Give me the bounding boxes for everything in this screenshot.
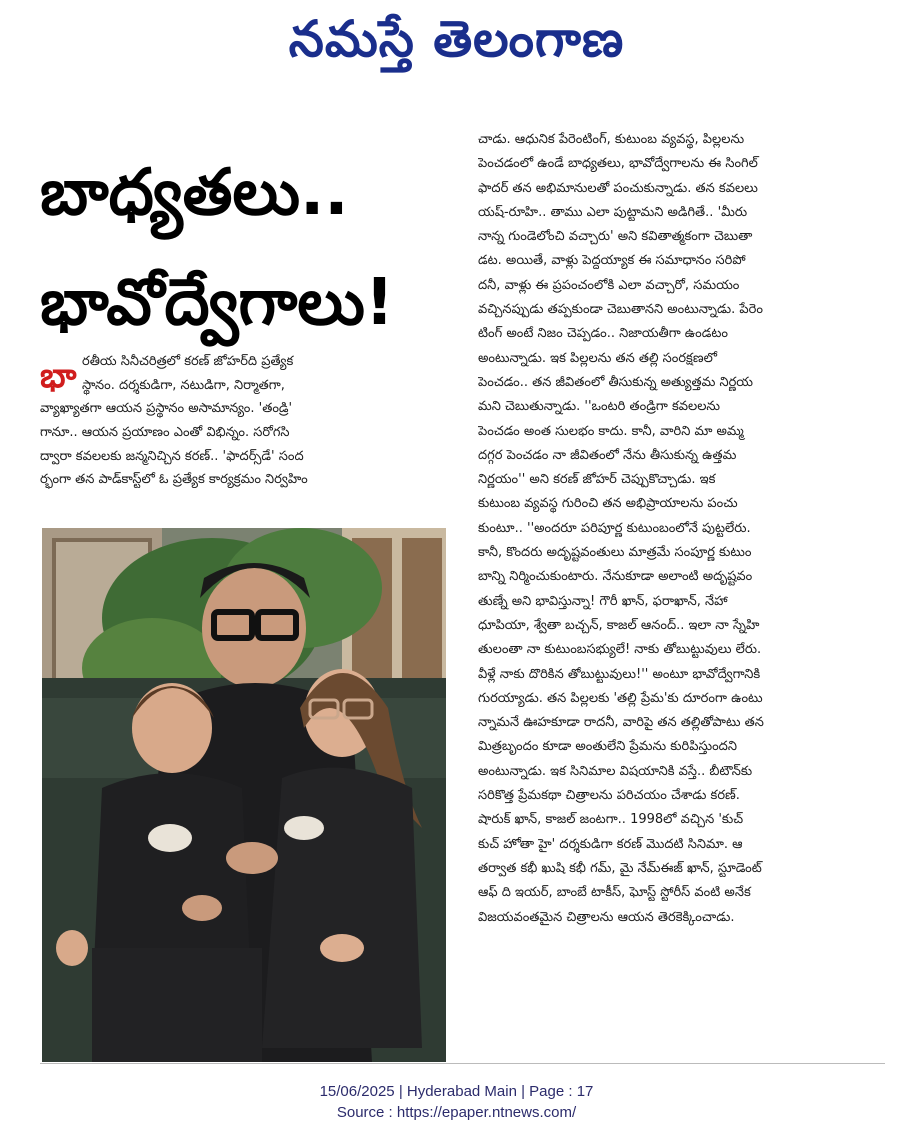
lead-line: గానూ.. ఆయన ప్రయాణం ఎంతో విభిన్నం. సరోగసి	[40, 425, 290, 441]
text-line: ఆఫ్ ది ఇయర్, బాంబే టాకీస్, ఘోస్ట్ స్టోరీస్ వంటి అనేక	[478, 885, 751, 901]
lead-line: స్థానం. దర్శకుడిగా, నటుడిగా, నిర్మాతగా,	[82, 377, 285, 393]
drop-cap: భా	[40, 356, 77, 396]
photo-illustration	[42, 528, 446, 1062]
text-line: ధూపియా, శ్వేతా బచ్చన్, కాజల్ ఆనంద్.. ఇలా నా స్నేహి	[478, 617, 760, 633]
footer-divider	[40, 1063, 885, 1064]
text-line: అంటున్నాడు. ఇక సినిమాల విషయానికి వస్తే.. బీటౌన్‌కు	[478, 763, 753, 779]
text-line: టింగ్ అంటే నిజం చెప్పడం.. నిజాయతీగా ఉండటం	[478, 326, 729, 342]
text-line: తుణ్నే అని భావిస్తున్నా! గౌరీ ఖాన్, ఫరాఖాన్, నేహా	[478, 593, 728, 609]
text-line: దగ్గర పెంచడం నా జీవితంలో నేను తీసుకున్న ఉత్తమ	[478, 447, 737, 463]
text-line: తులంతా నా కుటుంబసభ్యులే! నాకు తోబుట్టువులు లేరు.	[478, 642, 762, 658]
text-line: తర్వాత కభీ ఖుషి కభీ గమ్, మై నేమ్‌ఈజ్ ఖాన్, స్టూడెంట్	[478, 860, 762, 876]
text-line: దనీ, వాళ్లు ఈ ప్రపంచంలోకి ఎలా వచ్చారో, సమయం	[478, 277, 740, 293]
footer-source-link[interactable]: Source : https://epaper.ntnews.com/	[336, 1104, 577, 1121]
text-line: కుచ్ హోతా హై' దర్శకుడిగా కరణ్ మొదటి సినిమా. ఆ	[478, 836, 743, 852]
text-line: గురయ్యాడు. తన పిల్లలకు 'తల్లి ప్రేమ'కు దూరంగా ఉంటు	[478, 690, 763, 706]
lead-line: వ్యాఖ్యాతగా ఆయన ప్రస్థానం అసామాన్యం. 'తండ్రి'	[40, 401, 293, 417]
text-line: షారుక్ ఖాన్, కాజల్ జంటగా.. 1998లో వచ్చిన 'కుచ్	[478, 812, 744, 828]
text-line: పెంచడం.. తన జీవితంలో తీసుకున్న అత్యుత్తమ నిర్ణయ	[478, 374, 754, 390]
lead-line: రతీయ సినీచరిత్రలో కరణ్ జోహర్‌ది ప్రత్యేక	[82, 354, 294, 369]
footer	[0, 1081, 913, 1123]
text-line: సరికొత్త ప్రేమకథా చిత్రాలను పరిచయం చేశాడు కరణ్.	[478, 788, 740, 804]
text-line: అంటున్నాడు. ఇక పిల్లలను తన తల్లి సంరక్షణలో	[478, 350, 717, 366]
text-line: పెంచడంలో ఉండే బాధ్యతలు, భావోద్వేగాలను ఈ సింగిల్	[478, 156, 758, 172]
text-line: కానీ, కొందరు అదృష్టవంతులు మాత్రమే సంపూర్ణ కుటుం	[478, 545, 752, 561]
right-column-text	[478, 128, 883, 930]
text-line: వచ్చినప్పుడు తప్పకుండా చెబుతానని అంటున్నాడు. పేరెం	[478, 302, 763, 318]
text-line: బాన్ని నిర్మించుకుంటారు. నేనుకూడా అలాంటి అదృష్టవం	[478, 569, 753, 585]
text-line: మని చెబుతున్నాడు. ''ఒంటరి తండ్రిగా కవలలను	[478, 399, 721, 415]
text-line: కుంటూ.. ''అందరూ పరిపూర్ణ కుటుంబంలోనే పుట్టలేరు.	[478, 520, 751, 536]
lead-line: ద్వారా కవలలకు జన్మనిచ్చిన కరణ్.. 'ఫాదర్స్‌డే' సంద	[40, 448, 304, 464]
text-line: పెంచడం అంత సులభం కాదు. కానీ, వారిని మా అమ్మ	[478, 423, 744, 439]
text-line: నిర్ణయం'' అని కరణ్ జోహర్ చెప్పుకొచ్చాడు. ఇక	[478, 472, 716, 488]
text-line: ఫాదర్ తన అభిమానులతో పంచుకున్నాడు. తన కవలలు	[478, 180, 758, 196]
text-line: నాన్న గుండెలోంచి వచ్చారు' అని కవితాత్మకంగా చెబుతా	[478, 229, 753, 245]
article-photo	[42, 528, 446, 1062]
headline	[40, 138, 440, 358]
text-line: డట. అయితే, వాళ్లు పెద్దయ్యాక ఈ సమాధానం సరిపో	[478, 253, 746, 269]
text-line: యష్-రూహి.. తాము ఎలా పుట్టామని అడిగితే.. 'మీరు	[478, 204, 748, 220]
lead-line: ర్భంగా తన పాడ్‌కాస్ట్‌లో ఓ ప్రత్యేక కార్యక్రమం నిర్వహిం	[40, 472, 308, 488]
text-line: కుటుంబ వ్యవస్థ గురించి తన అభిప్రాయాలను పంచు	[478, 496, 738, 512]
text-line: న్నామనే ఊహకూడా రాదనీ, వారిపై తన తల్లితోపాటు తన	[478, 715, 764, 731]
masthead-logo: నమస్తే తెలంగాణ	[288, 9, 625, 68]
text-line: విజయవంతమైన చిత్రాలను ఆయన తెరకెక్కించాడు.	[478, 909, 735, 925]
headline-line-2: భావోద్వేగాలు!	[40, 266, 395, 340]
headline-line-1: బాధ్యతలు..	[40, 156, 349, 230]
text-line: చాడు. ఆధునిక పేరెంటింగ్, కుటుంబ వ్యవస్థ, పిల్లలను	[478, 132, 745, 147]
text-line: మిత్రబృందం కూడా అంతులేని ప్రేమను కురిపిస్తుందని	[478, 739, 737, 755]
lead-paragraph	[40, 350, 445, 492]
footer-date-edition: 15/06/2025 | Hyderabad Main | Page : 17	[319, 1083, 594, 1100]
text-line: వీళ్లే నాకు దొరికిన తోబుట్టువులు!'' అంటూ భావోద్వేగానికి	[478, 666, 761, 682]
